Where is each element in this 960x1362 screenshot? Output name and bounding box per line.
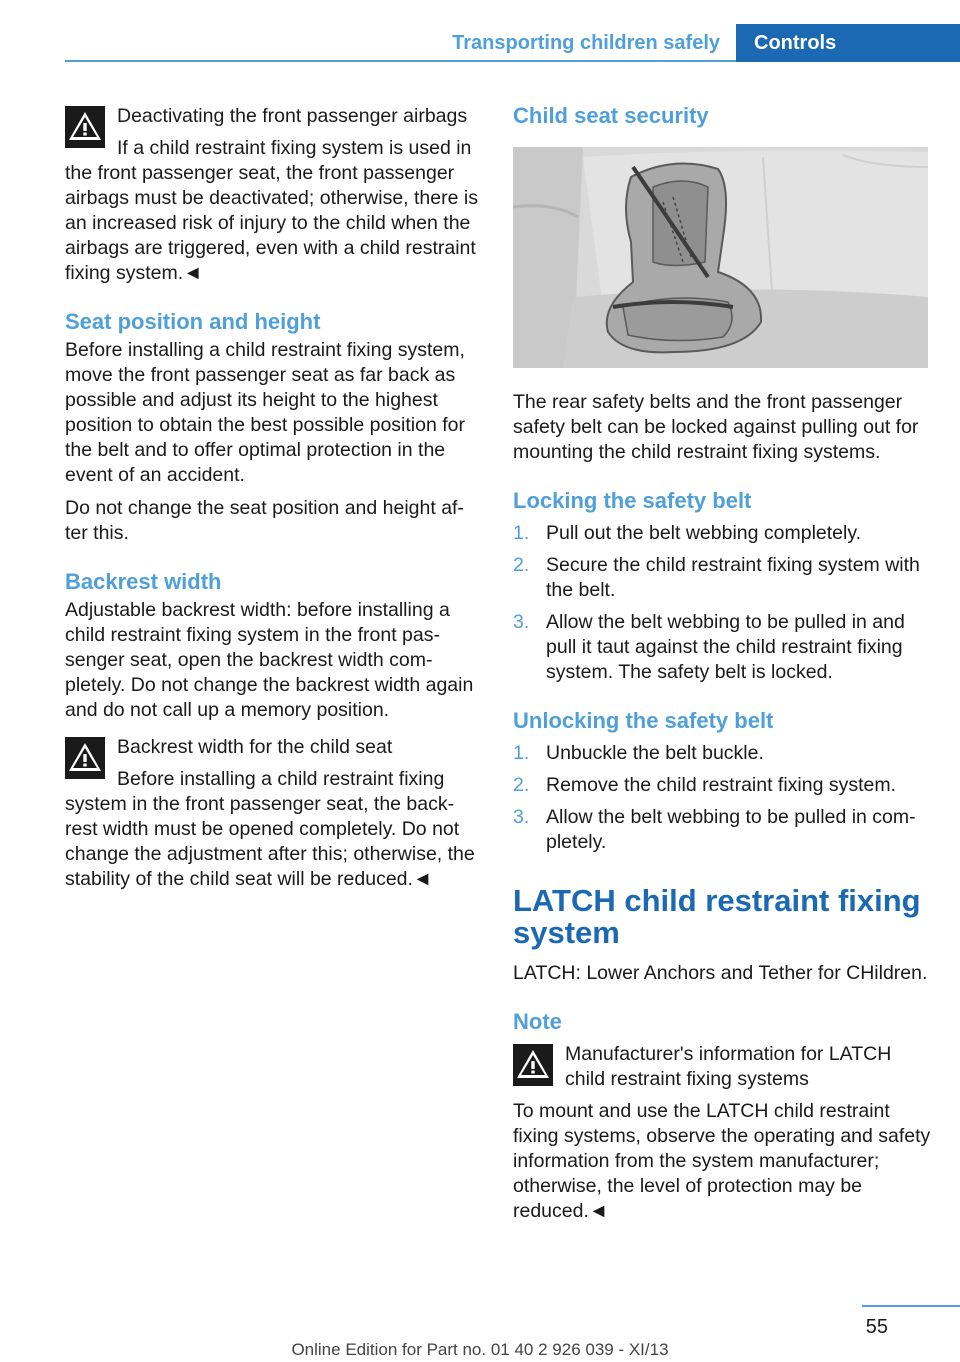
warning-backrest [65, 731, 480, 892]
warning-body: If a child restraint fixing system is used in the front passenger seat, the front passenger airbags must be deactivated; otherwise, there is an increased risk of injury to the child when the airbags are triggered, even with a child restraint fixing system.◄ [65, 137, 478, 284]
step-number: 1. [513, 522, 530, 544]
step-text: Remove the child restraint fixing system. [546, 774, 897, 796]
step-number: 3. [513, 806, 530, 828]
warning-title: Backrest width for the child seat [117, 736, 393, 758]
warning-title: Deactivating the front passenger airbags [117, 105, 468, 127]
paragraph: Do not change the seat position and height after this. [65, 497, 464, 544]
step-text: Unbuckle the belt buckle. [546, 742, 764, 764]
warning-body: To mount and use the LATCH child restraint fixing systems, observe the operating and safety information from the system manufacturer; otherwise, the level of protection may be reduced.◄ [513, 1100, 931, 1222]
section-heading-locking-belt: Locking the safety belt [513, 488, 752, 513]
page-number: 55 [865, 1316, 888, 1338]
warning-body: Before installing a child restraint fixing system in the front passenger seat, the backrest width must be opened completely. Do not change the adjustment after this; otherwise, the stability of the child seat will be reduced.◄ [65, 768, 475, 890]
list-item [513, 805, 933, 855]
locking-steps-list [513, 521, 933, 685]
warning-title: Manufacturer's information for LATCH child restraint fixing systems [565, 1043, 892, 1090]
section-heading-note: Note [513, 1009, 562, 1034]
step-text: Secure the child restraint fixing system with the belt. [546, 554, 920, 601]
section-heading-backrest-width: Backrest width [65, 569, 222, 594]
warning-latch [513, 1038, 933, 1224]
list-item [513, 553, 933, 603]
section-heading-seat-position: Seat position and height [65, 309, 321, 334]
left-column [65, 100, 480, 900]
list-item [513, 610, 933, 685]
edition-line: Online Edition for Part no. 01 40 2 926 039 - XI/13 [291, 1340, 669, 1359]
warning-airbags [65, 100, 480, 286]
list-item [513, 521, 933, 546]
list-item [513, 741, 933, 766]
header-section-title: Transporting children safely [452, 31, 720, 54]
footer-divider [862, 1305, 960, 1307]
step-text: Pull out the belt webbing completely. [546, 522, 862, 544]
section-heading-child-seat-security: Child seat security [513, 103, 709, 128]
step-text: Allow the belt webbing to be pulled in completely. [546, 806, 916, 853]
right-column [513, 100, 933, 1232]
warning-triangle-icon [513, 1044, 553, 1086]
header-chapter-tab[interactable]: Controls [736, 24, 960, 62]
paragraph: LATCH: Lower Anchors and Tether for CHildren. [513, 962, 928, 984]
section-heading-unlocking-belt: Unlocking the safety belt [513, 708, 774, 733]
chapter-heading-latch: LATCH child restraint fixing system [513, 883, 921, 950]
step-text: Allow the belt webbing to be pulled in and pull it taut against the child restraint fixing system. The safety belt is locked. [546, 611, 905, 683]
header-divider [65, 60, 736, 62]
step-number: 2. [513, 554, 530, 576]
warning-triangle-icon [65, 106, 105, 148]
paragraph: The rear safety belts and the front passenger safety belt can be locked against pulling out for mounting the child restraint fixing systems. [513, 391, 919, 463]
step-number: 1. [513, 742, 530, 764]
unlocking-steps-list [513, 741, 933, 855]
step-number: 3. [513, 611, 530, 633]
paragraph: Adjustable backrest width: before installing a child restraint fixing system in the front passenger seat, open the backrest width completely. Do not change the backrest width again and do not call up a memory position. [65, 599, 474, 721]
child-seat-illustration [513, 147, 928, 368]
paragraph: Before installing a child restraint fixing system, move the front passenger seat as far back as possible and adjust its height to the highest position to obtain the best possible position for the belt and to offer optimal protection in the event of an accident. [65, 339, 466, 486]
list-item [513, 773, 933, 798]
warning-triangle-icon [65, 737, 105, 779]
step-number: 2. [513, 774, 530, 796]
